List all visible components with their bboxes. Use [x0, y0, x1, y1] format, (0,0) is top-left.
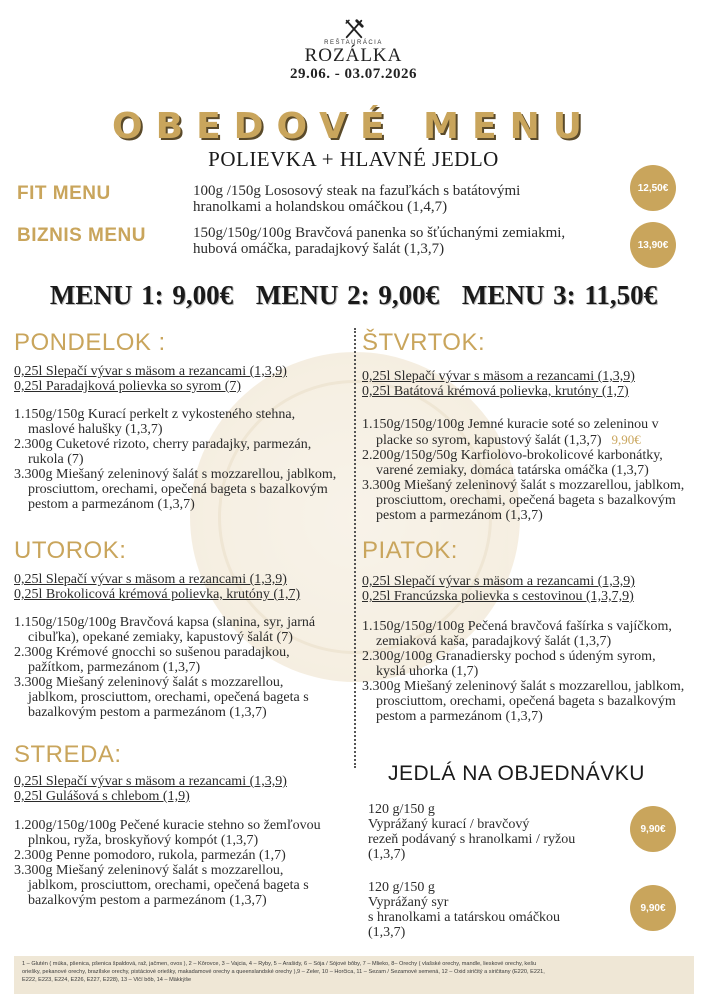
order-item-price-badge: 9,90€ [630, 885, 676, 931]
dish-item [14, 645, 354, 675]
soup-item: 0,25l Slepačí vývar s mäsom a rezancami (1,3,9) [14, 364, 287, 379]
order-item-price-badge: 9,90€ [630, 806, 676, 852]
dish-line: bazalkovým pestom a parmezánom (1,3,7) [28, 705, 267, 720]
day-monday [14, 330, 354, 512]
dish-item [362, 679, 702, 724]
order-line: Vyprážaný syr [368, 895, 449, 910]
soup-item: 0,25l Paradajková polievka so syrom (7) [14, 379, 242, 394]
order-line: 120 g/150 g [368, 880, 435, 895]
dish-line: 2.300g Cuketové rizoto, cherry paradajky, parmezán, [14, 437, 312, 452]
offer-label: BIZNIS MENU [17, 225, 146, 246]
dish-line: bazalkovým pestom a parmezánom (1,3,7) [28, 893, 267, 908]
dish-item [14, 675, 354, 720]
order-line: rezeň podávaný s hranolkami / ryžou [368, 832, 576, 847]
restaurant-name: ROZÁLKA [304, 45, 403, 66]
dish-line: 2.200g/150g/50g Karfiolovo-brokolicové karbonátky, [362, 448, 663, 463]
fit-menu-price-badge: 12,50€ [630, 165, 676, 211]
dish-item [362, 417, 702, 448]
order-section-title: JEDLÁ NA OBJEDNÁVKU [388, 762, 645, 785]
soup-item: 0,25l Slepačí vývar s mäsom a rezancami (1,3,9) [14, 572, 287, 587]
dish-line: 1.150g/150g Kurací perkelt z vykosteného stehna, [14, 407, 296, 422]
dish-line: prosciuttom, orechami, opečená bageta s bazalkovým [376, 694, 676, 709]
soup-item: 0,25l Brokolicová krémová polievka, krutóny (1,7) [14, 587, 301, 602]
order-line: Vyprážaný kurací / bravčový [368, 817, 530, 832]
restaurant-label: REŠTAURÁCIA [324, 40, 383, 46]
allergen-line: oriešky, pekanové orechy, brazílske orechy, pistáciové oriešky, makadamové orechy a queenslandské orechy ),9 – Zeler, 10 – Horčica, 11 – Sezam / Sezamové semená, 12 – Oxid siričitý a siričitany (E220, E221, [22, 969, 545, 975]
dish-line: prosciuttom, orechami, opečená bageta s bazalkovým [376, 493, 676, 508]
dish-line: kyslá uhorka (1,7) [376, 664, 479, 679]
dish-item [14, 818, 354, 848]
day-thursday [362, 330, 702, 523]
dish-item [14, 437, 354, 467]
dish-item [362, 649, 702, 679]
soup-item: 0,25l Slepačí vývar s mäsom a rezancami (1,3,9) [362, 574, 635, 589]
dish-line: plnkou, ryža, broskyňový kompót (1,3,7) [28, 833, 259, 848]
soup-item: 0,25l Slepačí vývar s mäsom a rezancami (1,3,9) [14, 774, 287, 789]
offer-desc-line: 150g/150g/100g Bravčová panenka so šťúchanými zemiakmi, [193, 225, 566, 241]
page-subtitle: POLIEVKA + HLAVNÉ JEDLO [208, 147, 499, 171]
order-item [368, 802, 628, 862]
soup-item: 0,25l Batátová krémová polievka, krutóny (1,7) [362, 384, 629, 399]
dish-line: 3.300g Miešaný zeleninový šalát s mozzarellou, [14, 675, 284, 690]
fork-knife-icon [343, 18, 365, 40]
biznis-menu-price-badge: 13,90€ [630, 222, 676, 268]
order-line: (1,3,7) [368, 847, 406, 862]
dish-line-text: placke so syrom, kapustový šalát (1,3,7) [376, 433, 602, 448]
dish-line: 1.200g/150g/100g Pečené kuracie stehno so žemľovou [14, 818, 321, 833]
dish-line: maslové halušky (1,3,7) [28, 422, 163, 437]
order-item [368, 880, 628, 940]
menu-prices [0, 280, 707, 311]
day-title: PONDELOK : [14, 329, 166, 356]
dish-item [14, 407, 354, 437]
order-line: s hranolkami a tatárskou omáčkou [368, 910, 561, 925]
dish-line: cibuľka), opekané zemiaky, kapustový šalát (7) [28, 630, 293, 645]
soup-item: 0,25l Slepačí vývar s mäsom a rezancami (1,3,9) [362, 369, 635, 384]
dish-line: pažítkom, parmezánom (1,3,7) [28, 660, 201, 675]
dish-line: jablkom, prosciuttom, orechami, opečená bageta s [28, 690, 309, 705]
day-title: ŠTVRTOK: [362, 329, 486, 356]
dish-line: 3.300g Miešaný zeleninový šalát s mozzarellou, jablkom, [362, 679, 685, 694]
menu-1-price: MENU 1: 9,00€ [49, 280, 234, 310]
offer-desc-line: hranolkami a holandskou omáčkou (1,4,7) [193, 199, 448, 215]
menu-3-price: MENU 3: 11,50€ [461, 280, 658, 310]
day-tuesday [14, 538, 354, 720]
dish-line: 1.150g/150g/100g Pečená bravčová fašírka s vajíčkom, [362, 619, 672, 634]
menu-2-price: MENU 2: 9,00€ [255, 280, 440, 310]
page-title: OBEDOVÉ MENU [112, 106, 595, 147]
dish-item [14, 848, 354, 863]
offer-desc-line: 100g /150g Lososový steak na fazuľkách s batátovými [193, 183, 521, 199]
dish-line: prosciuttom, orechami, opečená bageta s bazalkovým [28, 482, 328, 497]
dish-item [362, 448, 702, 478]
dish-line: 1.150g/150g/100g Bravčová kapsa (slanina, syr, jarná [14, 615, 316, 630]
day-title: UTOROK: [14, 537, 127, 564]
dish-price: 9,90€ [611, 432, 641, 447]
dish-line: rukola (7) [28, 452, 84, 467]
dish-line [362, 432, 702, 448]
dish-line: 3.300g Miešaný zeleninový šalát s mozzarellou, jablkom, [14, 467, 337, 482]
dish-item [14, 863, 354, 908]
allergen-line: E222, E223, E224, E226, E227, E228), 13 – Vlčí bôb, 14 – Mäkkýše [22, 977, 192, 983]
dish-line: pestom a parmezánom (1,3,7) [28, 497, 195, 512]
offer-desc-line: hubová omáčka, paradajkový šalát (1,3,7) [193, 241, 445, 257]
day-title: PIATOK: [362, 537, 458, 564]
dish-item [14, 615, 354, 645]
offer-label: FIT MENU [17, 183, 111, 204]
day-friday [362, 538, 702, 724]
dish-line: pestom a parmezánom (1,3,7) [376, 508, 543, 523]
dish-item [362, 619, 702, 649]
dish-item [14, 467, 354, 512]
allergen-line: 1 – Glutén ( múka, pšenica, pšenica špaldová, raž, jačmen, ovos ), 2 – Kôrovce, 3 – Vajcia, 4 – Ryby, 5 – Arašidy, 6 – Sója / Sójové bôby, 7 – Mlieko, 8– Orechy ( vlašské orechy, mandle, lieskové orechy, kešu [22, 961, 537, 967]
day-title: STREDA: [14, 741, 122, 768]
dish-line: 2.300g Penne pomodoro, rukola, parmezán (1,7) [14, 848, 286, 863]
dish-line: pestom a parmezánom (1,3,7) [376, 709, 543, 724]
dish-line: 3.300g Miešaný zeleninový šalát s mozzarellou, [14, 863, 284, 878]
column-divider [354, 328, 356, 768]
day-wednesday [14, 742, 354, 908]
offer-description [193, 183, 613, 215]
order-line: 120 g/150 g [368, 802, 435, 817]
dish-item [362, 478, 702, 523]
order-line: (1,3,7) [368, 925, 406, 940]
dish-line: 1.150g/150g/100g Jemné kuracie soté so zeleninou v [362, 417, 659, 432]
soup-item: 0,25l Francúzska polievka s cestovinou (1,3,7,9) [362, 589, 634, 604]
offer-description [193, 225, 613, 257]
header [0, 18, 707, 83]
dish-line: varené zemiaky, domáca tatárska omáčka (1,3,7) [376, 463, 649, 478]
dish-line: zemiaková kaša, paradajkový šalát (1,3,7) [376, 634, 612, 649]
date-range: 29.06. - 03.07.2026 [290, 66, 417, 82]
dish-line: 3.300g Miešaný zeleninový šalát s mozzarellou, jablkom, [362, 478, 685, 493]
dish-line: 2.300g/100g Granadiersky pochod s údeným syrom, [362, 649, 656, 664]
dish-line: jablkom, prosciuttom, orechami, opečená bageta s [28, 878, 309, 893]
soup-item: 0,25l Gulášová s chlebom (1,9) [14, 789, 190, 804]
dish-line: 2.300g Krémové gnocchi so sušenou paradajkou, [14, 645, 290, 660]
allergen-footer [14, 956, 694, 994]
